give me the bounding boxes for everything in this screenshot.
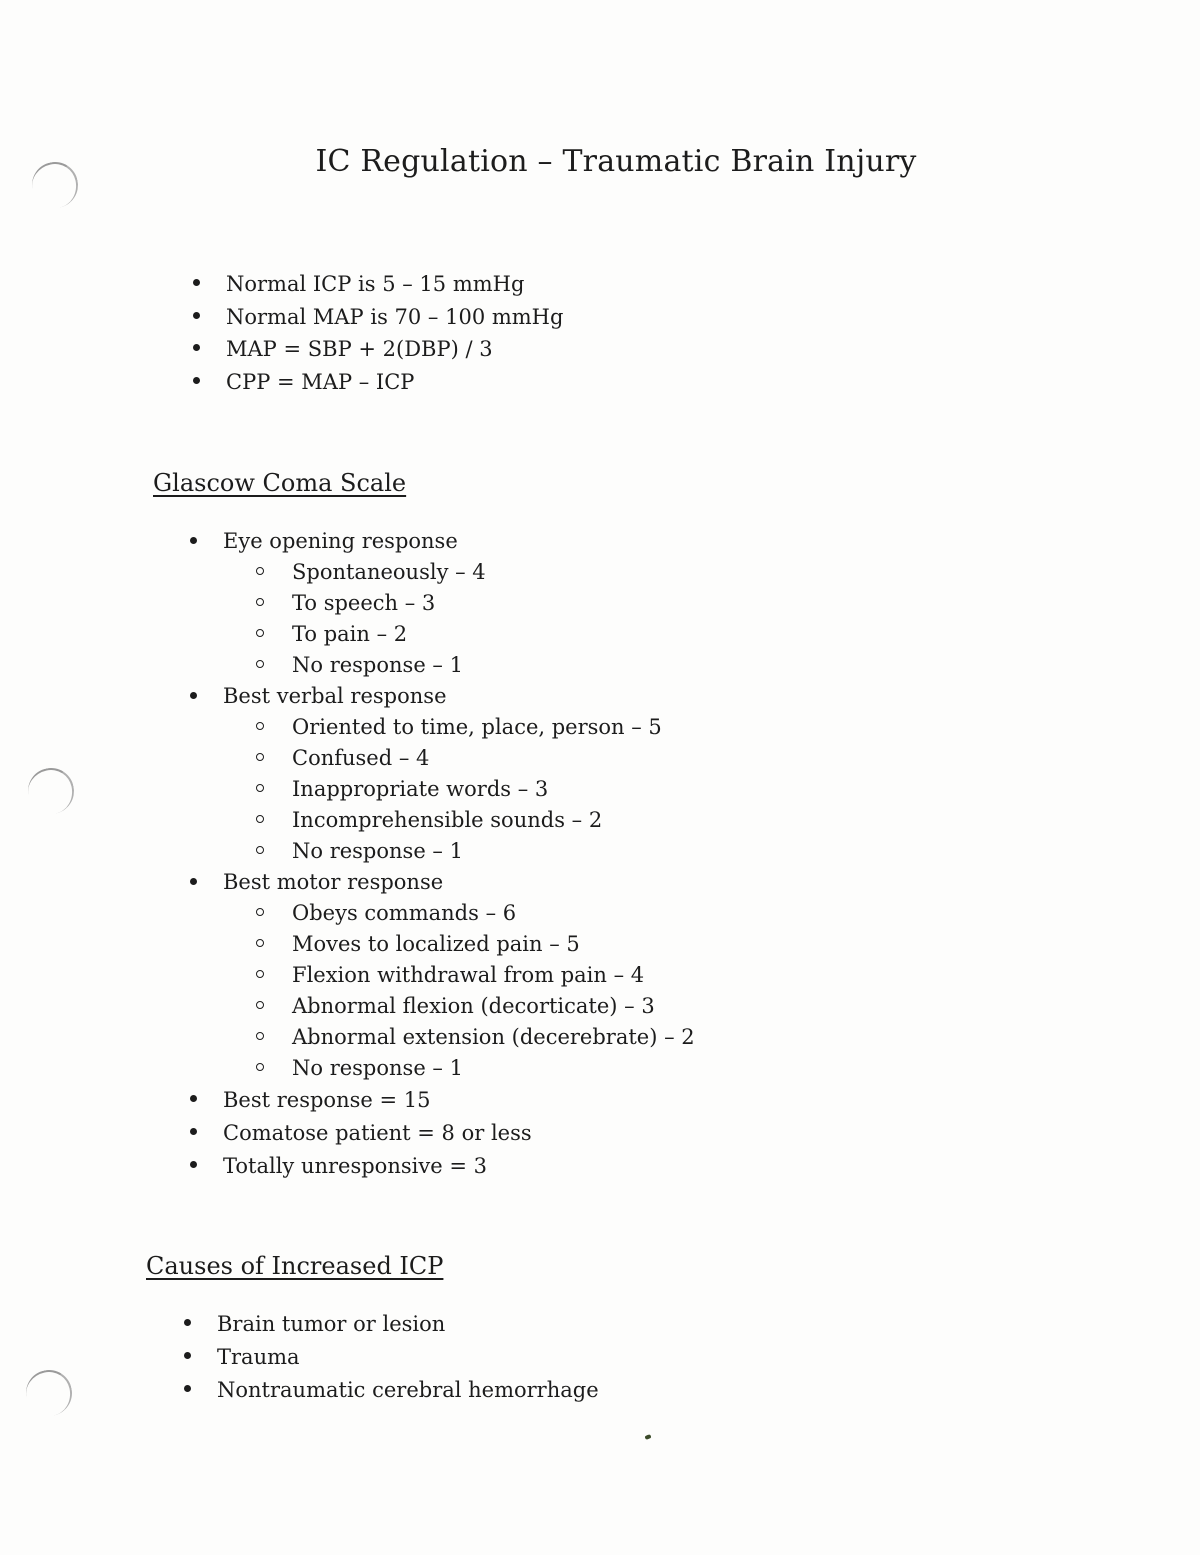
sub-list-item: No response – 1 [186, 650, 695, 681]
list-item: MAP = SBP + 2(DBP) / 3 [189, 333, 563, 366]
list-item: CPP = MAP – ICP [189, 366, 563, 399]
sub-list-item: Incomprehensible sounds – 2 [186, 805, 695, 836]
section-heading-causes: Causes of Increased ICP [146, 1252, 444, 1280]
summary-item: Best response = 15 [186, 1084, 695, 1117]
summary-item: Comatose patient = 8 or less [186, 1117, 695, 1150]
key-values-list [189, 268, 563, 398]
scan-speck [644, 1434, 651, 1440]
sub-list-item: Abnormal extension (decerebrate) – 2 [186, 1022, 695, 1053]
section-heading-glasgow: Glascow Coma Scale [153, 469, 407, 497]
sub-list-item: Spontaneously – 4 [186, 557, 695, 588]
eye-response-label: Eye opening response [186, 526, 695, 557]
sub-list-item: Abnormal flexion (decorticate) – 3 [186, 991, 695, 1022]
glasgow-list [186, 526, 695, 1183]
sub-list-item: Oriented to time, place, person – 5 [186, 712, 695, 743]
list-item: Brain tumor or lesion [180, 1308, 599, 1341]
sub-list-item: To speech – 3 [186, 588, 695, 619]
list-item: Trauma [180, 1341, 599, 1374]
sub-list-item: Confused – 4 [186, 743, 695, 774]
punch-hole-bottom [22, 1366, 77, 1421]
list-item: Normal MAP is 70 – 100 mmHg [189, 301, 563, 334]
summary-item: Totally unresponsive = 3 [186, 1150, 695, 1183]
sub-list-item: Flexion withdrawal from pain – 4 [186, 960, 695, 991]
motor-response-label: Best motor response [186, 867, 695, 898]
list-item: Nontraumatic cerebral hemorrhage [180, 1374, 599, 1407]
sub-list-item: Moves to localized pain – 5 [186, 929, 695, 960]
list-item: Normal ICP is 5 – 15 mmHg [189, 268, 563, 301]
page-title: IC Regulation – Traumatic Brain Injury [315, 144, 917, 179]
sub-list-item: No response – 1 [186, 1053, 695, 1084]
sub-list-item: To pain – 2 [186, 619, 695, 650]
punch-hole-middle [24, 764, 79, 819]
sub-list-item: Obeys commands – 6 [186, 898, 695, 929]
verbal-response-label: Best verbal response [186, 681, 695, 712]
causes-list [180, 1308, 599, 1407]
sub-list-item: No response – 1 [186, 836, 695, 867]
sub-list-item: Inappropriate words – 3 [186, 774, 695, 805]
